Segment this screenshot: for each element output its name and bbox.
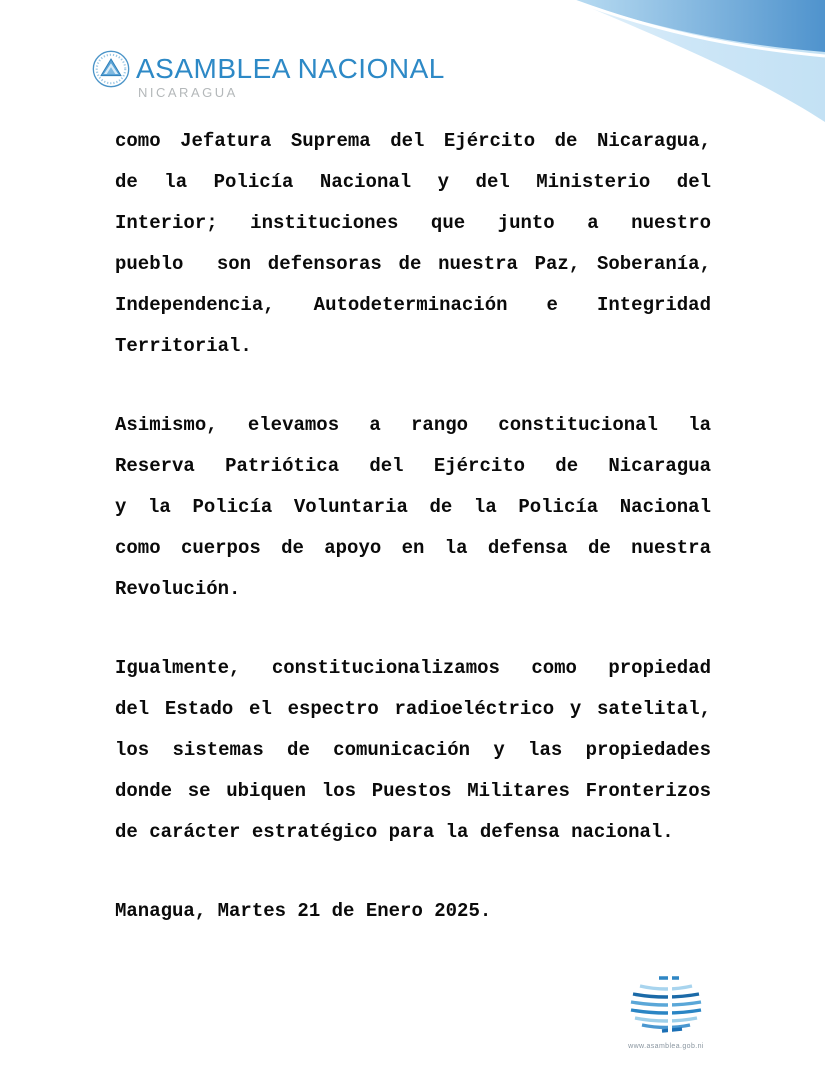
org-title: ASAMBLEA NACIONAL [136,53,445,84]
paragraph [115,121,711,367]
text-line: donde se ubiquen los Puestos Militares Fronterizos [115,780,711,802]
text-line: Asimismo, elevamos a rango constitucional la [115,414,711,436]
text-line: Reserva Patriótica del Ejército de Nicaragua [115,455,711,477]
footer-brand [618,973,714,1050]
letter-body [115,121,711,932]
text-line: de carácter estratégico para la defensa nacional. [115,821,674,843]
text-line: los sistemas de comunicación y las propiedades [115,739,711,761]
globe-logo-icon [618,973,714,1035]
text-line: como cuerpos de apoyo en la defensa de nuestra [115,537,711,559]
text-line: como Jefatura Suprema del Ejército de Nicaragua, [115,130,711,152]
dateline: Managua, Martes 21 de Enero 2025. [115,900,492,922]
text-line: del Estado el espectro radioeléctrico y satelital, [115,698,711,720]
text-line: Interior; instituciones que junto a nuestro [115,212,711,234]
paragraph [115,405,711,610]
text-line: de la Policía Nacional y del Ministerio del [115,171,711,193]
text-line: y la Policía Voluntaria de la Policía Nacional [115,496,711,518]
text-line: Independencia, Autodeterminación e Integridad [115,294,711,316]
text-line: Revolución. [115,578,241,600]
text-line: Territorial. [115,335,252,357]
website-url: www.asamblea.gob.ni [628,1043,704,1050]
text-line: Igualmente, constitucionalizamos como propiedad [115,657,711,679]
org-subtitle: NICARAGUA [138,85,238,100]
asamblea-seal-icon [92,50,130,88]
paragraph [115,648,711,853]
text-line: pueblo son defensoras de nuestra Paz, Soberanía, [115,253,711,275]
